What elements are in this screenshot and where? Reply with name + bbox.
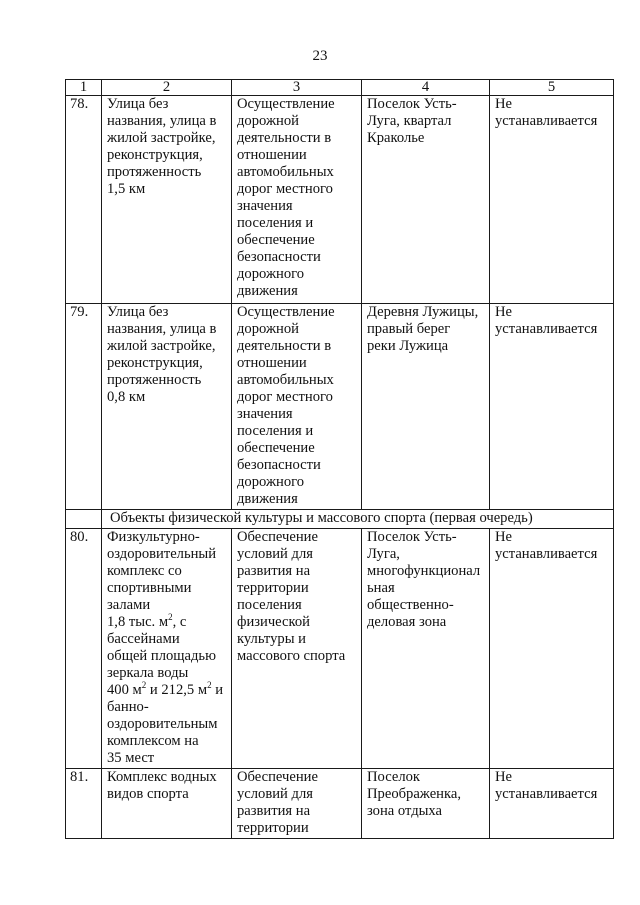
cell-line: Улица без [107,96,169,112]
superscript: 2 [168,612,173,622]
cell-line: комплексом на [107,733,199,749]
cell-line: Улица без [107,304,169,320]
object-name-cell [102,769,232,839]
cell-line: массового спорта [237,648,346,664]
cell-line: Комплекс водных [107,769,217,785]
cell-line: 35 мест [107,750,155,766]
cell-line: деятельности в [237,338,332,354]
table-row [66,304,614,510]
cell-line: Поселок Усть- [367,96,457,112]
cell-line: обеспечение [237,440,315,456]
cell-line: Поселок Усть- [367,529,457,545]
table-row [66,96,614,304]
cell-line: зеркала воды [107,665,189,681]
cell-line: дорожного [237,266,305,282]
cell-line: Физкультурно- [107,529,200,545]
section-header-row [66,510,614,529]
zone-cell [490,96,614,304]
row-number-cell: 79. [66,304,102,510]
cell-line [107,614,227,631]
cell-line: деятельности в [237,130,332,146]
cell-line: Обеспечение [237,769,318,785]
cell-line: Не [495,529,513,545]
cell-line: Деревня Лужицы, [367,304,479,320]
cell-line: правый берег [367,321,451,337]
cell-line: безопасности [237,457,321,473]
column-header-4: 4 [362,80,490,96]
zone-cell [490,769,614,839]
cell-line: автомобильных [237,164,334,180]
cell-line: дорожного [237,474,305,490]
cell-line: 1,5 км [107,181,146,197]
cell-line: Осуществление [237,96,335,112]
cell-line: устанавливается [495,546,598,562]
purpose-cell [232,769,362,839]
cell-line: зона отдыха [367,803,443,819]
cell-line: обеспечение [237,232,315,248]
cell-line: Не [495,96,513,112]
cell-line: поселения и [237,215,314,231]
cell-line: развития на [237,563,311,579]
cell-line: физической [237,614,310,630]
cell-line: устанавливается [495,786,598,802]
cell-line: реки Лужица [367,338,449,354]
cell-line: спортивными [107,580,192,596]
superscript: 2 [207,680,212,690]
area-suffix: и [211,682,224,698]
cell-line: жилой застройке, [107,130,216,146]
cell-line: реконструкция, [107,147,203,163]
cell-line: названия, улица в [107,321,217,337]
cell-line: многофункционал [367,563,481,579]
row-number-cell: 81. [66,769,102,839]
cell-line: комплекс со [107,563,182,579]
cell-line: дорожной [237,321,299,337]
cell-line: протяженность [107,164,202,180]
cell-line: безопасности [237,249,321,265]
objects-table [65,79,614,839]
row-number-cell [66,510,102,529]
cell-line: деловая зона [367,614,447,630]
zone-cell [490,304,614,510]
cell-line: значения [237,406,293,422]
cell-line: условий для [237,786,313,802]
cell-line: жилой застройке, [107,338,216,354]
cell-line: общественно- [367,597,454,613]
column-header-5: 5 [490,80,614,96]
cell-line: дорог местного [237,181,333,197]
cell-line: движения [237,283,298,299]
cell-line: автомобильных [237,372,334,388]
table-header-row [66,80,614,96]
location-cell [362,96,490,304]
cell-line: Осуществление [237,304,335,320]
cell-line: общей площадью [107,648,216,664]
cell-line: развития на [237,803,311,819]
cell-line: устанавливается [495,321,598,337]
cell-line: Не [495,769,513,785]
location-cell [362,304,490,510]
purpose-cell [232,96,362,304]
cell-line: бассейнами [107,631,180,647]
cell-line: реконструкция, [107,355,203,371]
cell-line: дорог местного [237,389,333,405]
cell-line: Луга, [367,546,400,562]
area-value: и 212,5 м [146,682,208,698]
row-number-cell: 78. [66,96,102,304]
cell-line: культуры и [237,631,306,647]
cell-line: ьная [367,580,395,596]
purpose-cell [232,529,362,769]
cell-line: Краколье [367,130,425,146]
object-name-cell [102,304,232,510]
cell-line: поселения [237,597,302,613]
cell-line: значения [237,198,293,214]
zone-cell [490,529,614,769]
cell-line: территории [237,820,309,836]
cell-line: условий для [237,546,313,562]
cell-line: поселения и [237,423,314,439]
column-header-3: 3 [232,80,362,96]
cell-line: 0,8 км [107,389,146,405]
location-cell [362,769,490,839]
cell-line: Поселок [367,769,421,785]
cell-line: территории [237,580,309,596]
cell-line: дорожной [237,113,299,129]
cell-line [107,682,227,699]
cell-line: Обеспечение [237,529,318,545]
area-suffix: , с [172,614,187,630]
row-number-cell: 80. [66,529,102,769]
table-row [66,529,614,769]
cell-line: отношении [237,355,307,371]
purpose-cell [232,304,362,510]
object-name-cell [102,96,232,304]
area-value: 1,8 тыс. м [107,614,169,630]
area-value: 400 м [107,682,142,698]
cell-line: видов спорта [107,786,189,802]
cell-line: Преображенка, [367,786,461,802]
cell-line: оздоровительный [107,546,217,562]
superscript: 2 [141,680,147,690]
cell-line: Луга, квартал [367,113,452,129]
cell-line: движения [237,491,298,507]
cell-line: банно- [107,699,149,715]
cell-line: устанавливается [495,113,598,129]
cell-line: отношении [237,147,307,163]
object-name-cell [102,529,232,769]
page-number: 23 [312,48,328,64]
cell-line: залами [107,597,151,613]
cell-line: оздоровительным [107,716,218,732]
column-header-1: 1 [66,80,102,96]
location-cell [362,529,490,769]
cell-line: названия, улица в [107,113,217,129]
column-header-2: 2 [102,80,232,96]
cell-line: протяженность [107,372,202,388]
table-row [66,769,614,839]
section-title: Объекты физической культуры и массового спорта (первая очередь) [102,510,614,529]
cell-line: Не [495,304,513,320]
